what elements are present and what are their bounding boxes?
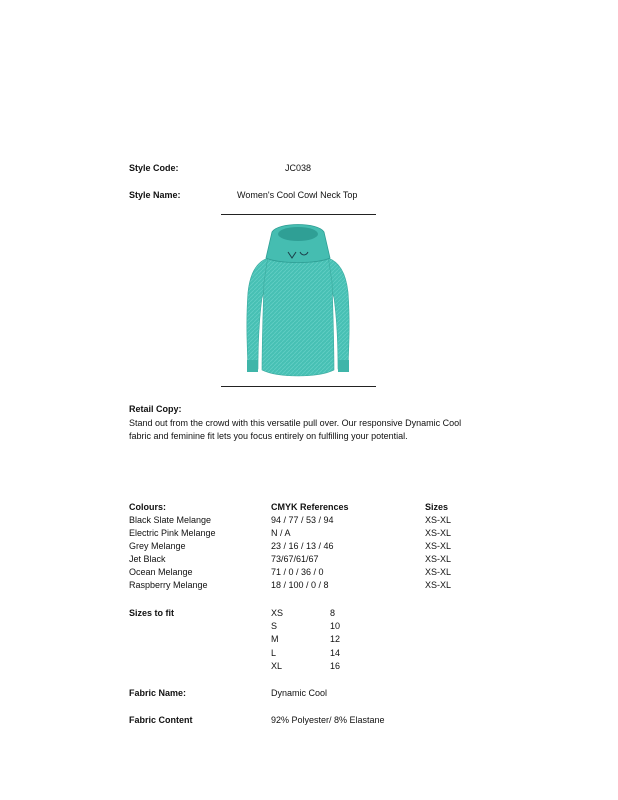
cmyk-value: 23 / 16 / 13 / 46 (271, 541, 334, 551)
size-range: XS-XL (425, 554, 452, 564)
size-fit-row (0, 661, 618, 674)
cmyk-header: CMYK References (271, 502, 349, 512)
sizes-to-fit-label: Sizes to fit (129, 608, 175, 618)
left-cuff (247, 360, 258, 372)
size-range: XS-XL (425, 515, 452, 525)
style-code-value: JC038 (285, 163, 312, 173)
size-fit-value: 12 (330, 634, 341, 644)
colour-row (0, 515, 618, 528)
cmyk-value: 73/67/61/67 (271, 554, 319, 564)
fabric-name-label: Fabric Name: (129, 688, 187, 698)
size-fit-row (0, 608, 618, 621)
size-fit-value: 10 (330, 621, 341, 631)
size-fit-row (0, 648, 618, 661)
cmyk-value: N / A (271, 528, 291, 538)
body (262, 253, 334, 376)
size-fit-value: 16 (330, 661, 341, 671)
product-image (238, 222, 358, 382)
fabric-content-value: 92% Polyester/ 8% Elastane (271, 715, 385, 725)
colour-row (0, 554, 618, 567)
colour-name: Grey Melange (129, 541, 186, 551)
size-code: L (271, 648, 277, 658)
cmyk-value: 71 / 0 / 36 / 0 (271, 567, 324, 577)
colour-name: Ocean Melange (129, 567, 193, 577)
colour-name: Electric Pink Melange (129, 528, 216, 538)
size-fit-value: 14 (330, 648, 341, 658)
colour-name: Jet Black (129, 554, 166, 564)
style-name-label: Style Name: (129, 190, 181, 200)
fabric-content-label: Fabric Content (129, 715, 193, 725)
colour-row (0, 580, 618, 593)
size-range: XS-XL (425, 580, 452, 590)
divider-top (221, 214, 376, 215)
right-cuff (338, 360, 349, 372)
retail-copy-label: Retail Copy: (129, 404, 182, 414)
size-range: XS-XL (425, 528, 452, 538)
size-code: S (271, 621, 278, 631)
cmyk-value: 18 / 100 / 0 / 8 (271, 580, 329, 590)
colours-header: Colours: (129, 502, 166, 512)
style-name-value: Women's Cool Cowl Neck Top (237, 190, 358, 200)
retail-copy-text: Stand out from the crowd with this versatile pull over. Our responsive Dynamic Cool fabric and feminine fit lets you focus entirely on fulfilling your potential. (129, 418, 462, 441)
cmyk-value: 94 / 77 / 53 / 94 (271, 515, 334, 525)
size-code: M (271, 634, 279, 644)
divider-bottom (221, 386, 376, 387)
fabric-name-value: Dynamic Cool (271, 688, 328, 698)
sizes-header: Sizes (425, 502, 449, 512)
size-range: XS-XL (425, 541, 452, 551)
colour-row (0, 528, 618, 541)
colour-row (0, 567, 618, 580)
size-fit-row (0, 634, 618, 647)
size-fit-row (0, 621, 618, 634)
size-range: XS-XL (425, 567, 452, 577)
colour-name: Raspberry Melange (129, 580, 208, 590)
cowl-opening (278, 227, 318, 241)
size-code: XS (271, 608, 284, 618)
size-code: XL (271, 661, 283, 671)
style-code-label: Style Code: (129, 163, 179, 173)
colour-row (0, 541, 618, 554)
colour-name: Black Slate Melange (129, 515, 212, 525)
size-fit-value: 8 (330, 608, 336, 618)
